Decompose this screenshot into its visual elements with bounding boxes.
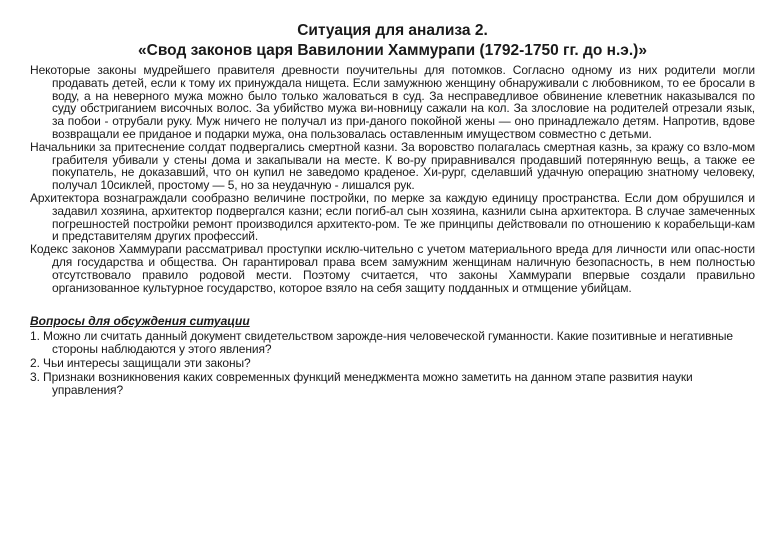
document-title-line1: Ситуация для анализа 2. bbox=[297, 22, 488, 39]
paragraph-theft-laws: Начальники за притеснение солдат подвергались смертной казни. За воровство полагалась смертная казнь, за кражу со взло-мом грабителя убивали у стены дома и закапывали на месте. К во-ру приравнивался продавший потерянную вещь, а также ее покупатель, не доказавший, что он купил не заведомо краденое. Хи-рург, сделавший удачную операцию знатному человеку, получал 10сиклей, простому — 5, но за неудачную - лишался рук. bbox=[30, 139, 755, 193]
questions-heading: Вопросы для обсуждения ситуации bbox=[30, 314, 250, 329]
question-item-2: 2. Чьи интересы защищали эти законы? bbox=[30, 355, 251, 370]
document-page bbox=[30, 0, 755, 397]
paragraph-family-laws: Некоторые законы мудрейшего правителя древности поучительны для потомков. Согласно одному из них родители могли продавать детей, если к тому их принуждала нищета. Если замужнюю женщину обнаруживали с любовником, то ее бросали в воду, а на неверного мужа можно было только жаловаться в суд. За несправедливое обвинение клеветник наказывался по суду обстриганием височных волос. За убийство мужа ви-новницу сажали на кол. За злословие на родителей отрезали язык, за побои - отрубали руку. Муж ничего не получал из при-даного покойной жены — оно принадлежало детям. Напротив, вдове возвращали ее приданое и подарки мужа, она пользовалась оставленным имуществом совместно с детьми. bbox=[30, 63, 755, 141]
question-item-1: 1. Можно ли считать данный документ свидетельством зарожде-ния человеческой гуманности. Какие позитивные и негативные стороны наблюдаются у этого явления? bbox=[30, 329, 733, 357]
document-title-line2: «Свод законов царя Вавилонии Хаммурапи (1792-1750 гг. до н.э.)» bbox=[138, 42, 647, 59]
paragraph-architect-laws: Архитектора вознаграждали сообразно величине постройки, по мерке за каждую единицу пространства. Если дом обрушился и задавил хозяина, архитектор подвергался казни; если погиб-ал сын хозяина, казнили сына архитектора. В случае замеченных погрешностей постройки ремонт производился архитекто-ром. Те же принципы действовали по отношению к корабельщи-кам и представителям других профессий. bbox=[30, 190, 755, 244]
question-item-3: 3. Признаки возникновения каких современных функций менеджмента можно заметить на данном этапе развития науки управления? bbox=[30, 369, 693, 397]
paragraph-code-summary: Кодекс законов Хаммурапи рассматривал проступки исклю-чительно с учетом материального вреда для личности или опас-ности для государства и общества. Он гарантировал права всем замужним женщинам наличную безопасность, в нем полностью отсутствовало правило родовой мести. Поэтому считается, что законы Хаммурапи впервые создали правильно организованное культурное государство, которое взяло на себя защиту подданных и отмщение убийцам. bbox=[30, 242, 755, 295]
